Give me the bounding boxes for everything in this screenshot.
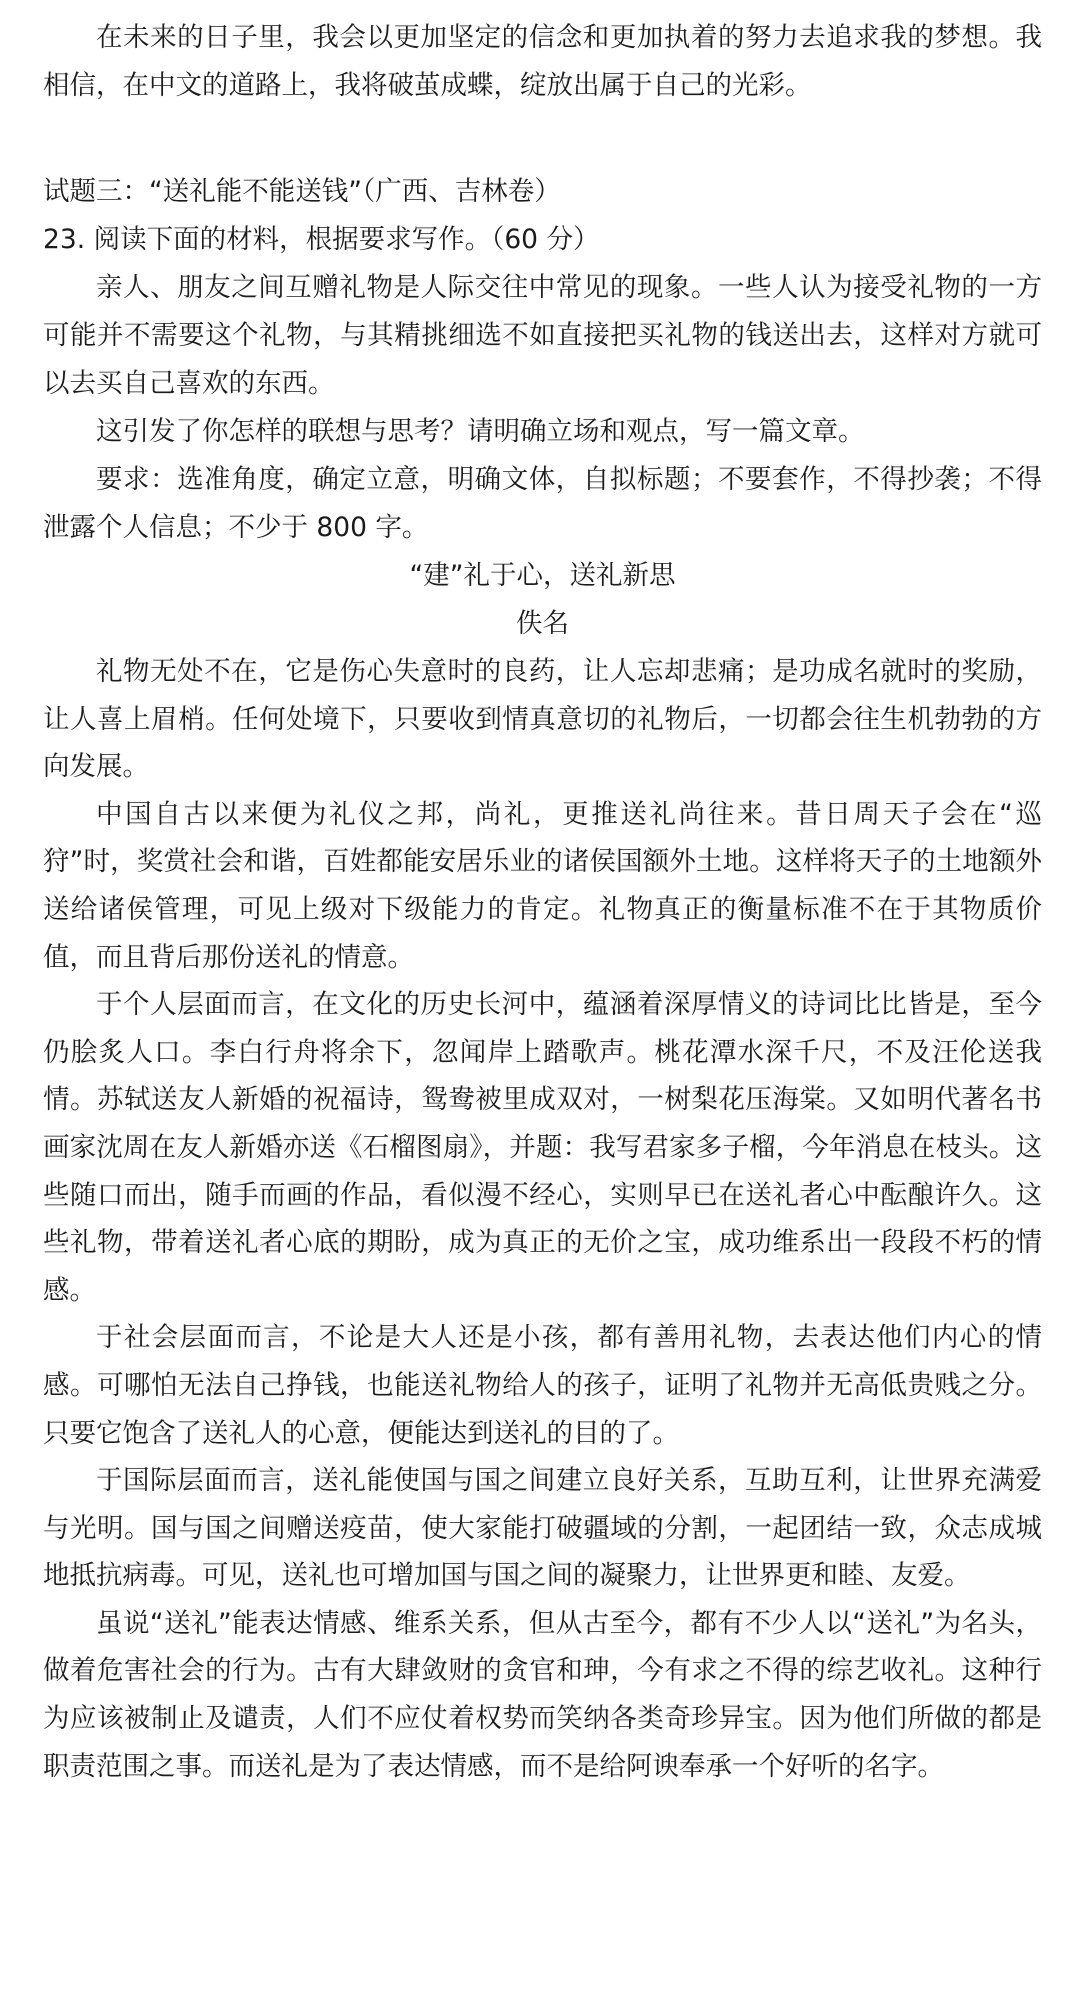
- section-gap: [43, 110, 1042, 168]
- essay-paragraph: 于国际层面而言，送礼能使国与国之间建立良好关系，互助互利，让世界充满爱与光明。国与国之间赠送疫苗，使大家能打破疆域的分割，一起团结一致，众志成城地抵抗病毒。可见，送礼也可增加国与国之间的凝聚力，让世界更和睦、友爱。: [43, 1465, 1042, 1592]
- essay-paragraph: 虽说“送礼”能表达情感、维系关系，但从古至今，都有不少人以“送礼”为名头，做着危害社会的行为。古有大肆敛财的贪官和珅，今有求之不得的综艺收礼。这种行为应该被制止及谴责，人们不应仗着权势而笑纳各类奇珍异宝。因为他们所做的都是职责范围之事。而送礼是为了表达情感，而不是给阿谀奉承一个好听的名字。: [43, 1607, 1042, 1782]
- essay-paragraph: 中国自古以来便为礼仪之邦，尚礼，更推送礼尚往来。昔日周天子会在“巡狩”时，奖赏社会和谐，百姓都能安居乐业的诸侯国额外土地。这样将天子的土地额外送给诸侯管理，可见上级对下级能力的肯定。礼物真正的衡量标准不在于其物质价值，而且背后那份送礼的情意。: [43, 798, 1042, 973]
- essay-title: “建”礼于心，送礼新思: [409, 560, 676, 591]
- essay-paragraph: 于个人层面而言，在文化的历史长河中，蕴涵着深厚情义的诗词比比皆是，至今仍脍炙人口。李白行舟将余下，忽闻岸上踏歌声。桃花潭水深千尺，不及汪伦送我情。苏轼送友人新婚的祝福诗，鸳鸯被里成双对，一树梨花压海棠。又如明代著名书画家沈周在友人新婚亦送《石榴图扇》，并题：我写君家多子榴，今年消息在枝头。这些随口而出，随手而画的作品，看似漫不经心，实则早已在送礼者心中酝酿许久。这些礼物，带着送礼者心底的期盼，成为真正的无价之宝，成功维系出一段段不朽的情感。: [43, 989, 1042, 1306]
- section-title: 试题三：“送礼能不能送钱”（广西、吉林卷）: [43, 176, 561, 207]
- material-paragraph: 要求：选准角度，确定立意，明确文体，自拟标题；不要套作，不得抄袭；不得泄露个人信息；不少于 800 字。: [43, 464, 1042, 543]
- essay-paragraph: 礼物无处不在，它是伤心失意时的良药，让人忘却悲痛；是功成名就时的奖励，让人喜上眉梢。任何处境下，只要收到情真意切的礼物后，一切都会往生机勃勃的方向发展。: [43, 656, 1042, 783]
- essay-author: 佚名: [516, 608, 569, 639]
- question-line: 23. 阅读下面的材料，根据要求写作。（60 分）: [43, 224, 600, 255]
- essay-paragraph: 于社会层面而言，不论是大人还是小孩，都有善用礼物，去表达他们内心的情感。可哪怕无法自己挣钱，也能送礼物给人的孩子，证明了礼物并无高低贵贱之分。只要它饱含了送礼人的心意，便能达到送礼的目的了。: [43, 1322, 1042, 1449]
- material-paragraph: 这引发了你怎样的联想与思考？请明确立场和观点，写一篇文章。: [96, 416, 865, 447]
- intro-paragraph: 在未来的日子里，我会以更加坚定的信念和更加执着的努力去追求我的梦想。我相信，在中文的道路上，我将破茧成蝶，绽放出属于自己的光彩。: [43, 22, 1042, 101]
- material-paragraph: 亲人、朋友之间互赠礼物是人际交往中常见的现象。一些人认为接受礼物的一方可能并不需要这个礼物，与其精挑细选不如直接把买礼物的钱送出去，这样对方就可以去买自己喜欢的东西。: [43, 272, 1042, 399]
